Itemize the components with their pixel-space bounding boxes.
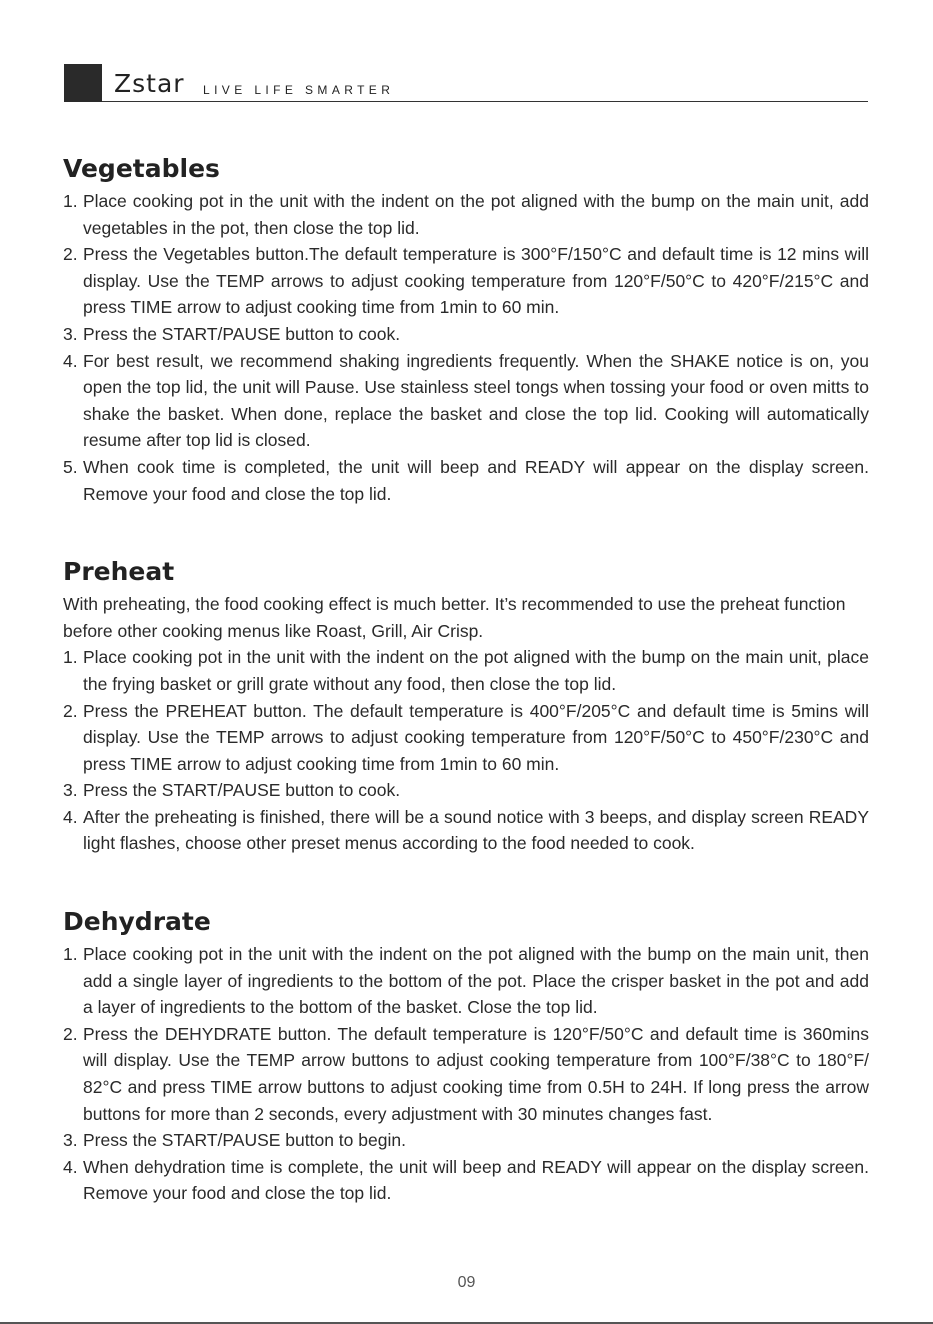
step-text: After the preheating is finished, there will be a sound notice with 3 beeps, and display screen READY light flashes, choose other preset menus according to the food needed to cook. bbox=[83, 806, 869, 854]
step-text: Place cooking pot in the unit with the indent on the pot aligned with the bump on the main unit, add vegetables in the pot, then close the top lid. bbox=[83, 191, 869, 238]
step-text: Place cooking pot in the unit with the indent on the pot aligned with the bump on the main unit, then add a single layer of ingredients to the bottom of the pot. Place the crisper basket in the pot and add a layer of ingredients to the bottom of the basket. Close the top lid. bbox=[83, 944, 869, 1018]
list-item: 4. For best result, we recommend shaking ingredients frequently. When the SHAKE notice is on, you open the top lid, the unit will Pause. Use stainless steel tongs when tossing your food or oven mitts to shake the basket. When done, replace the basket and close the top lid. Cooking will automatically resume after top lid is closed. bbox=[63, 350, 869, 451]
section-title-preheat: Preheat bbox=[63, 557, 175, 587]
list-item: 2. Press the DEHYDRATE button. The default temperature is 120°F/50°C and default time is 360mins will display. Use the TEMP arrow buttons to adjust cooking temperature from 100°F/38°C to 180°F/ 82°C and press TIME arrow buttons to adjust cooking time from 0.5H to 24H. If long press the arrow buttons for more than 2 seconds, every adjustment with 30 minutes changes fast. bbox=[63, 1023, 869, 1124]
page-content bbox=[63, 150, 869, 1207]
section-preheat bbox=[63, 553, 869, 857]
step-text: When cook time is completed, the unit will beep and READY will appear on the display screen. Remove your food and close the top lid. bbox=[83, 456, 869, 504]
step-text: Place cooking pot in the unit with the indent on the pot aligned with the bump on the main unit, place the frying basket or grill grate without any food, then close the top lid. bbox=[83, 647, 869, 694]
step-text: Press the START/PAUSE button to cook. bbox=[83, 780, 401, 801]
list-item: 1. Place cooking pot in the unit with the indent on the pot aligned with the bump on the main unit, then add a single layer of ingredients to the bottom of the pot. Place the crisper basket in the pot and add a layer of ingredients to the bottom of the basket. Close the top lid. bbox=[63, 944, 869, 1018]
section-title-dehydrate: Dehydrate bbox=[63, 907, 211, 937]
section-dehydrate bbox=[63, 903, 869, 1207]
steps-list-preheat bbox=[63, 644, 869, 857]
section-intro-preheat: With preheating, the food cooking effect is much better. It’s recommended to use the preheat function before other cooking menus like Roast, Grill, Air Crisp. bbox=[63, 594, 846, 641]
header-logo-block bbox=[64, 64, 102, 102]
list-item: 2. Press the PREHEAT button. The default temperature is 400°F/205°C and default time is 5mins will display. Use the TEMP arrows to adjust cooking temperature from 120°F/50°C to 450°F/230°C and press TIME arrow to adjust cooking time from 1min to 60 min. bbox=[63, 700, 869, 774]
steps-list-dehydrate bbox=[63, 941, 869, 1207]
step-text: Press the DEHYDRATE button. The default temperature is 120°F/50°C and default time is 360mins will display. Use the TEMP arrow buttons to adjust cooking temperature from 100°F/38°C to 180°F/ 82°C and press TIME arrow buttons to adjust cooking time from 0.5H to 24H. If long press the arrow buttons for more than 2 seconds, every adjustment with 30 minutes changes fast. bbox=[83, 1023, 869, 1124]
section-vegetables bbox=[63, 150, 869, 507]
section-title-vegetables: Vegetables bbox=[63, 154, 220, 183]
list-item: 1. Place cooking pot in the unit with the indent on the pot aligned with the bump on the main unit, place the frying basket or grill grate without any food, then close the top lid. bbox=[63, 647, 869, 694]
step-text: Press the PREHEAT button. The default temperature is 400°F/205°C and default time is 5mins will display. Use the TEMP arrows to adjust cooking temperature from 120°F/50°C to 450°F/230°C and press TIME arrow to adjust cooking time from 1min to 60 min. bbox=[83, 700, 869, 774]
list-item: 1. Place cooking pot in the unit with the indent on the pot aligned with the bump on the main unit, add vegetables in the pot, then close the top lid. bbox=[63, 191, 869, 238]
step-text: Press the START/PAUSE button to begin. bbox=[83, 1130, 406, 1151]
list-item: 2. Press the Vegetables button.The default temperature is 300°F/150°C and default time is 12 mins will display. Use the TEMP arrows to adjust cooking temperature from 120°F/50°C to 420°F/215°C and press TIME arrow to adjust cooking time from 1min to 60 min. bbox=[63, 244, 869, 318]
brand-tagline: LIVE LIFE SMARTER bbox=[203, 83, 395, 97]
step-text: Press the START/PAUSE button to cook. bbox=[83, 323, 401, 344]
list-item: 3. Press the START/PAUSE button to cook. bbox=[63, 780, 401, 801]
list-item: 3. Press the START/PAUSE button to begin. bbox=[63, 1130, 406, 1151]
step-text: When dehydration time is complete, the unit will beep and READY will appear on the display screen. Remove your food and close the top lid. bbox=[83, 1156, 869, 1204]
list-item: 5. When cook time is completed, the unit will beep and READY will appear on the display screen. Remove your food and close the top lid. bbox=[63, 456, 869, 504]
list-item: 3. Press the START/PAUSE button to cook. bbox=[63, 323, 401, 344]
page-header bbox=[64, 64, 868, 102]
step-text: For best result, we recommend shaking ingredients frequently. When the SHAKE notice is on, you open the top lid, the unit will Pause. Use stainless steel tongs when tossing your food or oven mitts to shake the basket. When done, replace the basket and close the top lid. Cooking will automatically resume after top lid is closed. bbox=[83, 350, 869, 451]
list-item: 4. After the preheating is finished, there will be a sound notice with 3 beeps, and display screen READY light flashes, choose other preset menus according to the food needed to cook. bbox=[63, 806, 869, 854]
page-number: 09 bbox=[457, 1274, 476, 1291]
steps-list-vegetables bbox=[63, 188, 869, 507]
step-text: Press the Vegetables button.The default temperature is 300°F/150°C and default time is 12 mins will display. Use the TEMP arrows to adjust cooking temperature from 120°F/50°C to 420°F/215°C and press TIME arrow to adjust cooking time from 1min to 60 min. bbox=[83, 244, 869, 318]
list-item: 4. When dehydration time is complete, the unit will beep and READY will appear on the display screen. Remove your food and close the top lid. bbox=[63, 1156, 869, 1204]
header-divider bbox=[102, 101, 868, 102]
brand-logo: Zstar bbox=[114, 69, 185, 98]
